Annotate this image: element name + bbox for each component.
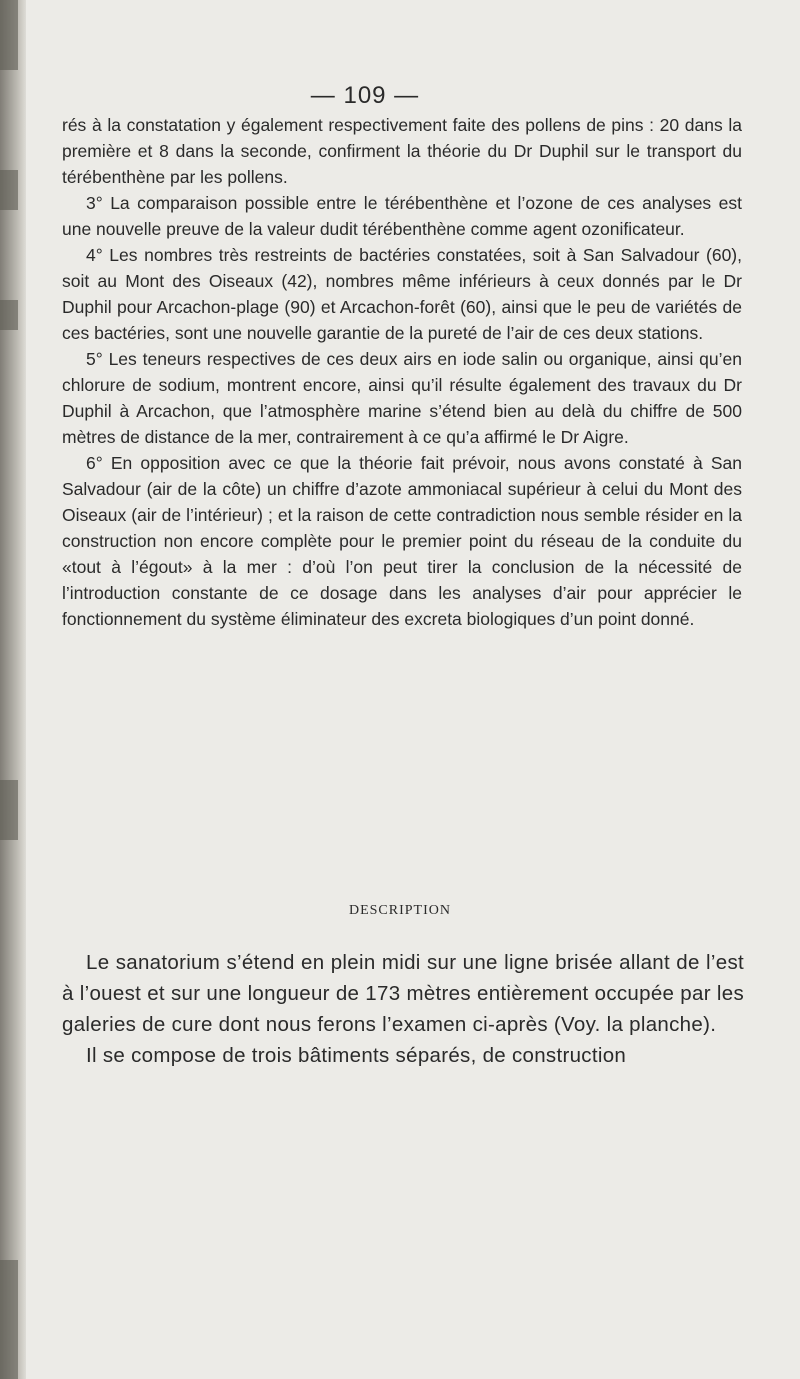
paragraph: Le sanatorium s’étend en plein midi sur une ligne brisée allant de l’est à l’ouest et sur une longueur de 173 mètres entièrement occupée par les galeries de cure dont nous ferons l’examen ci-après (Voy. la planche). bbox=[62, 951, 744, 1036]
paragraph: 6° En opposition avec ce que la théorie fait prévoir, nous avons constaté à San Salvadour (air de la côte) un chiffre d’azote ammoniacal supérieur à celui du Mont des Oiseaux (air de l’intérieur) ; et la raison de cette contradiction nous semble résider en la construction non encore complète pour le premier point du réseau de la conduite du «tout à l’égout» à la mer : d’où l’on peut tirer la conclusion de la nécessité de l’introduction constante de ce dosage dans les analyses d’air pour apprécier le fonctionnement du système éliminateur des excreta biologiques d’un point donné. bbox=[62, 453, 742, 629]
paragraph: Il se compose de trois bâtiments séparés, de construction bbox=[86, 1044, 627, 1067]
gutter-band bbox=[0, 170, 18, 210]
paragraph: rés à la constatation y également respectivement faite des pollens de pins : 20 dans la première et 8 dans la seconde, confirment la théorie du Dr Duphil sur le transport du térébenthène par les pollens. bbox=[62, 115, 742, 187]
paragraph: 5° Les teneurs respectives de ces deux airs en iode salin ou organique, ainsi qu’en chlorure de sodium, montrent encore, ainsi qu’il résulte également des travaux du Dr Duphil à Arcachon, que l’atmosphère marine s’étend bien au delà du chiffre de 500 mètres de distance de la mer, contrairement à ce qu’a affirmé le Dr Aigre. bbox=[62, 349, 742, 447]
paragraph: 3° La comparaison possible entre le térébenthène et l’ozone de ces analyses est une nouvelle preuve de la valeur dudit térébenthène comme agent ozonificateur. bbox=[62, 193, 742, 239]
section-title: DESCRIPTION bbox=[348, 903, 451, 918]
gutter-band bbox=[0, 1260, 18, 1379]
paragraph: 4° Les nombres très restreints de bactéries constatées, soit à San Salvadour (60), soit au Mont des Oiseaux (42), nombres même inférieurs à ceux donnés par le Dr Duphil pour Arcachon-plage (90) et Arcachon-forêt (60), ainsi que le peu de variétés de ces bactéries, sont une nouvelle garantie de la pureté de l’air de ces deux stations. bbox=[62, 245, 742, 343]
body-text bbox=[62, 112, 742, 632]
gutter-band bbox=[0, 0, 18, 70]
description-text bbox=[62, 947, 744, 1071]
gutter-band bbox=[0, 780, 18, 840]
page-number: — 109 — bbox=[310, 82, 420, 109]
gutter-band bbox=[0, 300, 18, 330]
